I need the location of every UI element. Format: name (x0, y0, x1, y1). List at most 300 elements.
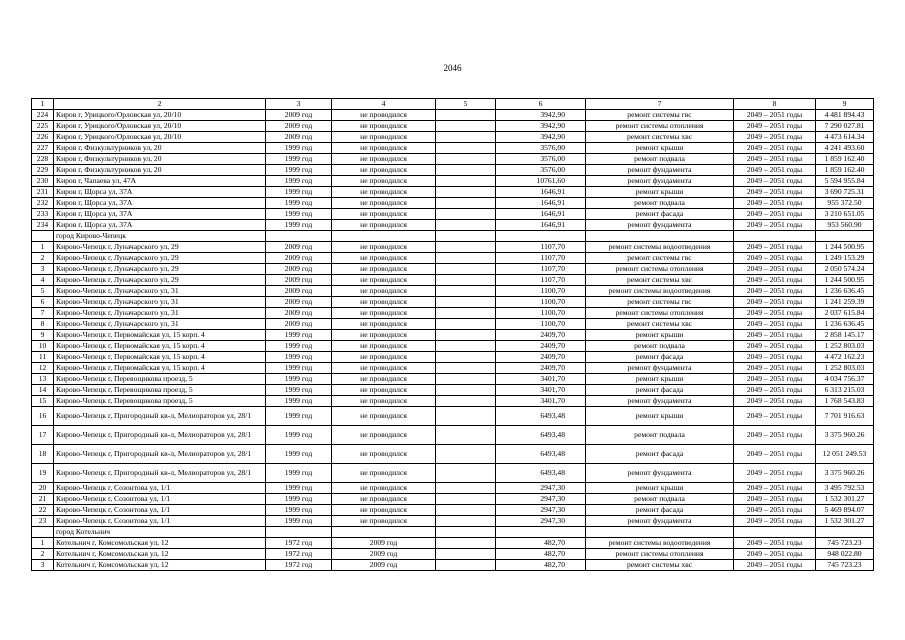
column-5-cell (436, 220, 496, 231)
work-type-cell: ремонт системы гвс (586, 253, 734, 264)
cost-cell: 2 037 615.84 (816, 308, 874, 319)
row-number-cell: 17 (32, 426, 54, 445)
table-row (32, 407, 874, 426)
build-year-cell: 1999 год (266, 352, 332, 363)
build-year-cell: 2009 год (266, 319, 332, 330)
period-cell: 2049 – 2051 годы (734, 385, 816, 396)
cost-cell: 745 723.23 (816, 538, 874, 549)
row-number-cell: 8 (32, 319, 54, 330)
column-5-cell (436, 242, 496, 253)
register-table (31, 98, 874, 571)
empty-cell (816, 527, 874, 538)
cost-cell: 1 859 162.40 (816, 154, 874, 165)
period-cell: 2049 – 2051 годы (734, 253, 816, 264)
period-cell: 2049 – 2051 годы (734, 363, 816, 374)
table-row (32, 341, 874, 352)
last-repair-cell: не проводился (332, 341, 436, 352)
table-row (32, 560, 874, 571)
build-year-cell: 1999 год (266, 483, 332, 494)
address-cell: Киров г, Урицкого/Орловская ул, 20/10 (54, 121, 266, 132)
address-cell: Кирово-Чепецк г, Созонтова ул, 1/1 (54, 516, 266, 527)
work-type-cell: ремонт крыши (586, 483, 734, 494)
period-cell: 2049 – 2051 годы (734, 560, 816, 571)
address-cell: Кирово-Чепецк г, Перевощикова проезд, 5 (54, 374, 266, 385)
table-row (32, 165, 874, 176)
last-repair-cell: не проводился (332, 187, 436, 198)
address-cell: Киров г, Щорса ул, 37А (54, 187, 266, 198)
build-year-cell: 1999 год (266, 143, 332, 154)
work-type-cell: ремонт крыши (586, 330, 734, 341)
cost-cell: 1 252 803.03 (816, 363, 874, 374)
row-number-cell: 6 (32, 297, 54, 308)
cost-cell: 1 236 636.45 (816, 286, 874, 297)
work-type-cell: ремонт фундамента (586, 220, 734, 231)
work-type-cell: ремонт фундамента (586, 176, 734, 187)
work-type-cell: ремонт крыши (586, 187, 734, 198)
column-5-cell (436, 352, 496, 363)
row-number-cell: 230 (32, 176, 54, 187)
period-cell: 2049 – 2051 годы (734, 121, 816, 132)
header-cell: 3 (266, 99, 332, 110)
work-type-cell: ремонт крыши (586, 407, 734, 426)
table-row (32, 264, 874, 275)
last-repair-cell: не проводился (332, 220, 436, 231)
area-cell: 3576,00 (496, 165, 586, 176)
empty-cell (734, 231, 816, 242)
area-cell: 2409,70 (496, 352, 586, 363)
cost-cell: 2 050 574.24 (816, 264, 874, 275)
period-cell: 2049 – 2051 годы (734, 264, 816, 275)
address-cell: Киров г, Физкультурников ул, 20 (54, 143, 266, 154)
cost-cell: 6 313 215.03 (816, 385, 874, 396)
period-cell: 2049 – 2051 годы (734, 154, 816, 165)
period-cell: 2049 – 2051 годы (734, 352, 816, 363)
period-cell: 2049 – 2051 годы (734, 132, 816, 143)
build-year-cell: 2009 год (266, 286, 332, 297)
row-number-cell: 18 (32, 445, 54, 464)
build-year-cell: 2009 год (266, 132, 332, 143)
address-cell: Киров г, Щорса ул, 37А (54, 209, 266, 220)
period-cell: 2049 – 2051 годы (734, 220, 816, 231)
build-year-cell: 2009 год (266, 297, 332, 308)
cost-cell: 5 594 955.84 (816, 176, 874, 187)
work-type-cell: ремонт фасада (586, 505, 734, 516)
table-row (32, 464, 874, 483)
row-number (32, 231, 54, 242)
address-cell: Кирово-Чепецк г, Первомайская ул, 15 корп. 4 (54, 352, 266, 363)
period-cell: 2049 – 2051 годы (734, 407, 816, 426)
build-year-cell: 1972 год (266, 560, 332, 571)
column-5-cell (436, 308, 496, 319)
table-row (32, 363, 874, 374)
area-cell: 6493,48 (496, 464, 586, 483)
last-repair-cell: не проводился (332, 426, 436, 445)
row-number-cell: 1 (32, 538, 54, 549)
cost-cell: 1 532 301.27 (816, 494, 874, 505)
row-number-cell: 225 (32, 121, 54, 132)
column-5-cell (436, 426, 496, 445)
header-cell: 8 (734, 99, 816, 110)
column-5-cell (436, 494, 496, 505)
last-repair-cell: не проводился (332, 132, 436, 143)
area-cell: 1100,70 (496, 308, 586, 319)
column-5-cell (436, 549, 496, 560)
empty-cell (816, 231, 874, 242)
work-type-cell: ремонт системы отопления (586, 549, 734, 560)
build-year-cell: 2009 год (266, 308, 332, 319)
column-5-cell (436, 264, 496, 275)
row-number-cell: 227 (32, 143, 54, 154)
area-cell: 3942,90 (496, 110, 586, 121)
table-row (32, 319, 874, 330)
cost-cell: 1 249 153.29 (816, 253, 874, 264)
address-cell: Кирово-Чепецк г, Луначарского ул, 29 (54, 242, 266, 253)
header-cell: 1 (32, 99, 54, 110)
work-type-cell: ремонт подвала (586, 198, 734, 209)
cost-cell: 4 481 894.43 (816, 110, 874, 121)
build-year-cell: 1999 год (266, 187, 332, 198)
column-5-cell (436, 341, 496, 352)
work-type-cell: ремонт фундамента (586, 363, 734, 374)
area-cell: 1100,70 (496, 297, 586, 308)
row-number-cell: 228 (32, 154, 54, 165)
row-number-cell: 2 (32, 253, 54, 264)
table-row (32, 209, 874, 220)
last-repair-cell: не проводился (332, 275, 436, 286)
last-repair-cell: не проводился (332, 445, 436, 464)
row-number-cell: 13 (32, 374, 54, 385)
row-number-cell: 10 (32, 341, 54, 352)
column-5-cell (436, 187, 496, 198)
row-number-cell: 224 (32, 110, 54, 121)
table-row (32, 143, 874, 154)
area-cell: 3401,70 (496, 385, 586, 396)
area-cell: 2409,70 (496, 363, 586, 374)
empty-cell (266, 527, 332, 538)
last-repair-cell: не проводился (332, 143, 436, 154)
last-repair-cell: не проводился (332, 297, 436, 308)
cost-cell: 4 472 162.23 (816, 352, 874, 363)
row-number-cell: 9 (32, 330, 54, 341)
area-cell: 6493,48 (496, 407, 586, 426)
work-type-cell: ремонт крыши (586, 143, 734, 154)
cost-cell: 955 372.50 (816, 198, 874, 209)
row-number-cell: 16 (32, 407, 54, 426)
empty-cell (436, 527, 496, 538)
row-number-cell: 19 (32, 464, 54, 483)
build-year-cell: 1999 год (266, 374, 332, 385)
column-5-cell (436, 538, 496, 549)
last-repair-cell: не проводился (332, 516, 436, 527)
cost-cell: 4 473 614.34 (816, 132, 874, 143)
build-year-cell: 1999 год (266, 176, 332, 187)
address-cell: Котельнич г, Комсомольская ул, 12 (54, 560, 266, 571)
empty-cell (496, 231, 586, 242)
work-type-cell: ремонт системы хвс (586, 560, 734, 571)
cost-cell: 5 469 894.07 (816, 505, 874, 516)
address-cell: Кирово-Чепецк г, Перевощикова проезд, 5 (54, 396, 266, 407)
address-cell: Киров г, Урицкого/Орловская ул, 20/10 (54, 132, 266, 143)
build-year-cell: 2009 год (266, 242, 332, 253)
build-year-cell: 1999 год (266, 464, 332, 483)
period-cell: 2049 – 2051 годы (734, 505, 816, 516)
period-cell: 2049 – 2051 годы (734, 483, 816, 494)
work-type-cell: ремонт системы водоотведения (586, 242, 734, 253)
area-cell: 10761,60 (496, 176, 586, 187)
address-cell: Кирово-Чепецк г, Пригородный кв-л, Мелиораторов ул, 28/1 (54, 445, 266, 464)
column-5-cell (436, 385, 496, 396)
table-row (32, 426, 874, 445)
table-row (32, 220, 874, 231)
cost-cell: 2 858 145.17 (816, 330, 874, 341)
table-row (32, 110, 874, 121)
last-repair-cell: 2009 год (332, 549, 436, 560)
period-cell: 2049 – 2051 годы (734, 396, 816, 407)
build-year-cell: 2009 год (266, 121, 332, 132)
area-cell: 6493,48 (496, 426, 586, 445)
work-type-cell: ремонт подвала (586, 154, 734, 165)
cost-cell: 3 375 960.26 (816, 426, 874, 445)
empty-cell (266, 231, 332, 242)
last-repair-cell: не проводился (332, 209, 436, 220)
header-cell: 7 (586, 99, 734, 110)
last-repair-cell: не проводился (332, 505, 436, 516)
cost-cell: 1 252 803.03 (816, 341, 874, 352)
empty-cell (586, 527, 734, 538)
area-cell: 3942,90 (496, 121, 586, 132)
period-cell: 2049 – 2051 годы (734, 374, 816, 385)
period-cell: 2049 – 2051 годы (734, 297, 816, 308)
work-type-cell: ремонт подвала (586, 426, 734, 445)
last-repair-cell: не проводился (332, 363, 436, 374)
column-5-cell (436, 198, 496, 209)
last-repair-cell: не проводился (332, 352, 436, 363)
table-row (32, 396, 874, 407)
table-row (32, 253, 874, 264)
page-number: 2046 (443, 63, 462, 73)
empty-cell (734, 527, 816, 538)
build-year-cell: 1999 год (266, 209, 332, 220)
period-cell: 2049 – 2051 годы (734, 187, 816, 198)
area-cell: 1646,91 (496, 220, 586, 231)
table-row (32, 286, 874, 297)
period-cell: 2049 – 2051 годы (734, 110, 816, 121)
period-cell: 2049 – 2051 годы (734, 143, 816, 154)
address-cell: Киров г, Физкультурников ул, 20 (54, 165, 266, 176)
cost-cell: 1 244 500.95 (816, 275, 874, 286)
address-cell: Кирово-Чепецк г, Луначарского ул, 29 (54, 264, 266, 275)
last-repair-cell: не проводился (332, 385, 436, 396)
address-cell: Кирово-Чепецк г, Первомайская ул, 15 корп. 4 (54, 341, 266, 352)
area-cell: 2409,70 (496, 330, 586, 341)
cost-cell: 3 690 725.31 (816, 187, 874, 198)
row-number-cell: 231 (32, 187, 54, 198)
period-cell: 2049 – 2051 годы (734, 494, 816, 505)
column-5-cell (436, 110, 496, 121)
table-row (32, 297, 874, 308)
build-year-cell: 1999 год (266, 165, 332, 176)
table-row (32, 538, 874, 549)
period-cell: 2049 – 2051 годы (734, 319, 816, 330)
address-cell: Киров г, Урицкого/Орловская ул, 20/10 (54, 110, 266, 121)
column-5-cell (436, 516, 496, 527)
row-number-cell: 2 (32, 549, 54, 560)
build-year-cell: 1999 год (266, 396, 332, 407)
row-number-cell: 234 (32, 220, 54, 231)
row-number-cell: 232 (32, 198, 54, 209)
last-repair-cell: не проводился (332, 253, 436, 264)
last-repair-cell: не проводился (332, 308, 436, 319)
table-row (32, 330, 874, 341)
empty-cell (586, 231, 734, 242)
period-cell: 2049 – 2051 годы (734, 445, 816, 464)
period-cell: 2049 – 2051 годы (734, 209, 816, 220)
area-cell: 1107,70 (496, 253, 586, 264)
last-repair-cell: не проводился (332, 286, 436, 297)
cost-cell: 1 244 500.95 (816, 242, 874, 253)
table-row (32, 445, 874, 464)
header-cell: 2 (54, 99, 266, 110)
address-cell: Кирово-Чепецк г, Перевощикова проезд, 5 (54, 385, 266, 396)
area-cell: 3576,00 (496, 154, 586, 165)
cost-cell: 1 532 301.27 (816, 516, 874, 527)
address-cell: Кирово-Чепецк г, Первомайская ул, 15 корп. 4 (54, 330, 266, 341)
empty-cell (436, 231, 496, 242)
column-5-cell (436, 286, 496, 297)
period-cell: 2049 – 2051 годы (734, 165, 816, 176)
last-repair-cell: не проводился (332, 396, 436, 407)
work-type-cell: ремонт фасада (586, 385, 734, 396)
area-cell: 2947,30 (496, 494, 586, 505)
table-row (32, 308, 874, 319)
column-5-cell (436, 396, 496, 407)
table-row (32, 275, 874, 286)
table-row (32, 176, 874, 187)
address-cell: Кирово-Чепецк г, Пригородный кв-л, Мелиораторов ул, 28/1 (54, 426, 266, 445)
period-cell: 2049 – 2051 годы (734, 286, 816, 297)
area-cell: 3576,00 (496, 143, 586, 154)
work-type-cell: ремонт фундамента (586, 516, 734, 527)
table-row (32, 505, 874, 516)
area-cell: 1646,91 (496, 198, 586, 209)
column-5-cell (436, 560, 496, 571)
address-cell: Кирово-Чепецк г, Луначарского ул, 31 (54, 297, 266, 308)
empty-cell (496, 527, 586, 538)
area-cell: 3401,70 (496, 396, 586, 407)
build-year-cell: 1999 год (266, 407, 332, 426)
work-type-cell: ремонт подвала (586, 494, 734, 505)
last-repair-cell: не проводился (332, 154, 436, 165)
area-cell: 2409,70 (496, 341, 586, 352)
column-5-cell (436, 154, 496, 165)
empty-cell (332, 527, 436, 538)
area-cell: 2947,30 (496, 516, 586, 527)
area-cell: 2947,30 (496, 483, 586, 494)
work-type-cell: ремонт системы отопления (586, 264, 734, 275)
cost-cell: 1 859 162.40 (816, 165, 874, 176)
column-5-cell (436, 121, 496, 132)
header-cell: 4 (332, 99, 436, 110)
row-number-cell: 4 (32, 275, 54, 286)
build-year-cell: 2009 год (266, 264, 332, 275)
address-cell: Кирово-Чепецк г, Луначарского ул, 31 (54, 286, 266, 297)
cost-cell: 3 375 960.26 (816, 464, 874, 483)
cost-cell: 3 210 651.05 (816, 209, 874, 220)
table-row (32, 494, 874, 505)
table-row (32, 483, 874, 494)
column-5-cell (436, 275, 496, 286)
area-cell: 2947,30 (496, 505, 586, 516)
period-cell: 2049 – 2051 годы (734, 549, 816, 560)
build-year-cell: 1999 год (266, 516, 332, 527)
cost-cell: 745 723.23 (816, 560, 874, 571)
column-5-cell (436, 445, 496, 464)
last-repair-cell: не проводился (332, 176, 436, 187)
build-year-cell: 2009 год (266, 275, 332, 286)
cost-cell: 12 051 249.53 (816, 445, 874, 464)
area-cell: 3401,70 (496, 374, 586, 385)
cost-cell: 1 768 543.83 (816, 396, 874, 407)
column-5-cell (436, 209, 496, 220)
row-number-cell: 21 (32, 494, 54, 505)
column-5-cell (436, 253, 496, 264)
cost-cell: 3 495 792.53 (816, 483, 874, 494)
period-cell: 2049 – 2051 годы (734, 426, 816, 445)
area-cell: 482,70 (496, 538, 586, 549)
work-type-cell: ремонт системы водоотведения (586, 286, 734, 297)
cost-cell: 7 290 027.81 (816, 121, 874, 132)
work-type-cell: ремонт системы хвс (586, 132, 734, 143)
section-title: город Котельнич (54, 527, 266, 538)
area-cell: 1107,70 (496, 242, 586, 253)
table-row (32, 242, 874, 253)
area-cell: 482,70 (496, 549, 586, 560)
row-number-cell: 20 (32, 483, 54, 494)
build-year-cell: 2009 год (266, 110, 332, 121)
cost-cell: 1 236 636.45 (816, 319, 874, 330)
row-number (32, 527, 54, 538)
last-repair-cell: не проводился (332, 407, 436, 426)
header-cell: 5 (436, 99, 496, 110)
address-cell: Киров г, Щорса ул, 37А (54, 220, 266, 231)
area-cell: 1107,70 (496, 264, 586, 275)
table-row (32, 549, 874, 560)
row-number-cell: 229 (32, 165, 54, 176)
cost-cell: 4 241 493.60 (816, 143, 874, 154)
work-type-cell: ремонт фасада (586, 352, 734, 363)
period-cell: 2049 – 2051 годы (734, 464, 816, 483)
area-cell: 482,70 (496, 560, 586, 571)
work-type-cell: ремонт фундамента (586, 396, 734, 407)
last-repair-cell: не проводился (332, 330, 436, 341)
address-cell: Котельнич г, Комсомольская ул, 12 (54, 549, 266, 560)
last-repair-cell: не проводился (332, 198, 436, 209)
work-type-cell: ремонт фундамента (586, 165, 734, 176)
work-type-cell: ремонт фасада (586, 445, 734, 464)
table-row (32, 198, 874, 209)
build-year-cell: 1999 год (266, 385, 332, 396)
row-number-cell: 12 (32, 363, 54, 374)
cost-cell: 953 560.90 (816, 220, 874, 231)
area-cell: 1107,70 (496, 275, 586, 286)
build-year-cell: 1999 год (266, 330, 332, 341)
column-5-cell (436, 407, 496, 426)
last-repair-cell: не проводился (332, 483, 436, 494)
work-type-cell: ремонт крыши (586, 374, 734, 385)
row-number-cell: 14 (32, 385, 54, 396)
address-cell: Киров г, Чапаева ул, 47А (54, 176, 266, 187)
table-body (32, 99, 874, 571)
